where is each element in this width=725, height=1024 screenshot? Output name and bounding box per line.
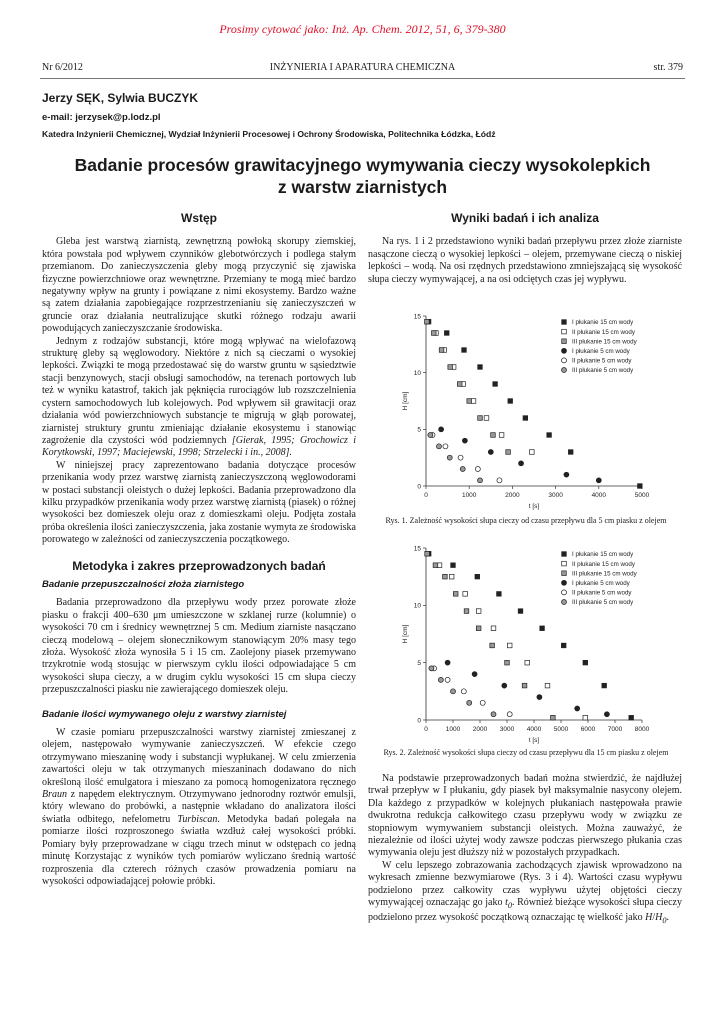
methods-p2-c: . Metodyka badań polegała na pomiarze ilości rozproszonego światła wzdłuż całej wysokości próbki. Pomiary były przeprowadzane w ciągu trzech minut w odstępach co jedną minutę Korzystając z wyników tych pomiarów wyliczano średnią wartość rozproszenia dla czterech różnych czasów prowadzenia pomiaru na wysokości odpowiadającej połowie próbki. xyxy=(42,813,357,887)
data-point xyxy=(564,472,569,477)
data-point xyxy=(508,399,513,404)
data-point xyxy=(439,348,444,353)
data-point xyxy=(478,478,483,483)
figure-1-caption: Rys. 1. Zależność wysokości słupa cieczy od czasu przepływu dla 5 cm piasku z olejem xyxy=(385,516,667,525)
data-point xyxy=(467,700,472,705)
data-point xyxy=(522,683,527,688)
x-tick-label: 8000 xyxy=(634,726,650,733)
data-point xyxy=(451,689,456,694)
data-point xyxy=(443,444,448,449)
h0-symbol: H xyxy=(655,912,663,924)
citation-note: Prosimy cytować jako: Inż. Ap. Chem. 2012, 51, 6, 379-380 xyxy=(219,22,506,36)
data-point xyxy=(443,574,448,579)
data-point xyxy=(436,444,441,449)
methods-paragraph-1 xyxy=(42,597,356,696)
data-point xyxy=(480,700,485,705)
legend-label: II płukanie 5 cm wody xyxy=(572,589,632,597)
data-point xyxy=(551,715,556,720)
header-rule xyxy=(40,78,685,79)
y-tick-label: 0 xyxy=(417,717,421,725)
data-point xyxy=(447,455,452,460)
x-tick-label: 7000 xyxy=(607,726,623,733)
data-point xyxy=(583,715,588,720)
y-tick-label: 5 xyxy=(417,659,421,667)
series-iii-plukanie-15-cm-wody xyxy=(425,551,555,720)
title-line-2: z warstw ziarnistych xyxy=(277,177,448,197)
legend xyxy=(562,551,638,606)
legend-label: II płukanie 15 cm wody xyxy=(572,560,635,568)
results-heading: Wyniki badań i ich analiza xyxy=(451,211,599,225)
methods-p1-a: Badania przeprowadzono dla przepływu wody przez porowate złoże piasku o frakcji 400–630 xyxy=(42,597,356,621)
y-tick-label: 0 xyxy=(417,483,421,491)
methods-heading: Metodyka i zakres przeprowadzonych badań xyxy=(72,558,326,573)
x-tick-label: 3000 xyxy=(499,726,515,733)
data-point xyxy=(530,450,535,455)
legend-label: III płukanie 15 cm wody xyxy=(572,338,637,346)
legend-label: I płukanie 5 cm wody xyxy=(572,580,630,587)
page-number: str. 379 xyxy=(653,62,683,73)
data-point xyxy=(475,574,480,579)
paper-title xyxy=(40,154,685,198)
turbiscan-term: Turbiscan xyxy=(177,813,218,825)
legend-marker-ii-plukanie-15-cm-wody xyxy=(562,329,567,334)
x-tick-label: 5000 xyxy=(634,492,650,499)
results-p3-b: . Również bieżące wysokości słupa cieczy podzielono przez wysokość początkową oznaczając tę wielkość jako xyxy=(368,897,682,924)
x-tick-label: 5000 xyxy=(553,726,569,733)
x-tick-label: 2000 xyxy=(472,726,488,733)
y-tick-label: 10 xyxy=(413,369,421,377)
data-point xyxy=(438,677,443,682)
legend-label: I płukanie 5 cm wody xyxy=(572,348,630,355)
x-tick-label: 3000 xyxy=(548,492,563,499)
x-tick-label: 2000 xyxy=(505,492,520,499)
legend-marker-ii-plukanie-5-cm-wody xyxy=(562,590,567,595)
y-tick-label: 5 xyxy=(417,426,421,434)
right-column-bottom xyxy=(368,773,682,928)
data-point xyxy=(429,666,434,671)
intro-heading: Wstęp xyxy=(181,211,217,225)
data-point xyxy=(457,382,462,387)
results-paragraph-3 xyxy=(368,860,682,928)
data-point xyxy=(476,626,481,631)
intro-references: [Gierak, 1995; Grochowicz i Korytkowski, 1997; Maciejewski, 1998; Strzelecki i in., 2008]. xyxy=(42,434,356,459)
data-point xyxy=(575,706,580,711)
data-point xyxy=(464,609,469,614)
data-point xyxy=(449,574,454,579)
h0-subscript: 0 xyxy=(662,916,667,926)
data-point xyxy=(476,609,481,614)
series-iii-plukanie-5-cm-wody xyxy=(428,433,483,483)
data-point xyxy=(428,433,433,438)
methods-p1-b: umieszczone w szklanej rurze (kolumnie) o wysokości 70 cm i średnicy wewnętrznej 5 cm. Medium ziarniste nasączano cieczą modelową – olejem słonecznikowym stanowiącym 20% masy tego złoża. Wysokość złoża wynosiła 5 i 15 cm. Zaolejony piasek przemywano trzykrotnie wodą stosując w pierwszym cyklu ilości odpowiadające 5 cm wysokości słupa cieczy, a w drugim cyklu wysokości 15 cm słupa cieczy przepuszczalności piasku nie zawierającego domieszek oleju. xyxy=(42,609,356,696)
legend-marker-iii-plukanie-15-cm-wody xyxy=(562,339,567,344)
figure-2-chart xyxy=(368,540,684,746)
data-point xyxy=(507,712,512,717)
results-p3-a: W celu lepszego zobrazowania zachodzących zjawisk wprowadzono na wykresach zmienne bezwymiarowe (Rys. 3 i 4). Wartości czasu wypływu podzielono przez całkowity czas wypływu użytej objętości cieczy wymywającej oznaczając go jako xyxy=(368,859,682,909)
data-point xyxy=(505,660,510,665)
series-ii-plukanie-15-cm-wody xyxy=(425,319,534,454)
y-axis-label: H [cm] xyxy=(402,624,409,644)
methods-p2-a: W czasie pomiaru przepuszczalności warstwy ziarnistej zmieszanej z olejem, następowało wymywanie zanieczyszczeń. W efekcie czego otrzymywano mieszaninę wody i substancji wypłukanej. W celu zmierzenia zawartości oleju w tak otrzymanych mieszaninach dodawano do nich określoną ilość emulgatora i mieszano za pomocą homogenizatora ręcznego xyxy=(42,727,356,788)
results-paragraph-1: Na rys. 1 i 2 przedstawiono wyniki badań przepływu przez złoże ziarniste nasączone cieczą o wysokiej lepkości – olejem, przemywane cieczą o niskiej lepkości – wodą. Na osi rzędnych przedstawiono zmniejszającą się wysokość słupa cieczy wymywającej, a na osi odciętych czas jej wypływu. xyxy=(368,236,682,285)
data-point xyxy=(545,683,550,688)
data-point xyxy=(561,643,566,648)
legend-marker-i-plukanie-15-cm-wody xyxy=(562,552,567,557)
issue-number: Nr 6/2012 xyxy=(42,62,83,73)
legend-label: I płukanie 15 cm wody xyxy=(572,319,634,327)
data-point xyxy=(478,416,483,421)
data-point xyxy=(537,695,542,700)
data-point xyxy=(445,677,450,682)
legend-label: I płukanie 15 cm wody xyxy=(572,551,634,559)
legend-marker-ii-plukanie-15-cm-wody xyxy=(562,561,567,566)
intro-paragraph-1: Gleba jest warstwą ziarnistą, zewnętrzną powłoką skorupy ziemskiej, która powstała pod wpływem czynników glebotwórczych i podlega stałym przemianom. Do zanieczyszczenia gleby mogą przyczynić się zjawiska fizyczne powierzchniowe oraz wewnętrzne. Przemiany te mogą mieć bardzo negatywny wpływ na grunty i powiązane z nimi ekosystemy. Bardzo ważne są zatem działania zapobiegające rozprzestrzenianiu się zanieczyszczeń w gruncie oraz działania neutralizujące skutki różnego rodzaju awarii powodujących zanieczyszczanie środowiska. xyxy=(42,236,356,335)
series-i-plukanie-5-cm-wody xyxy=(445,660,609,717)
data-point xyxy=(433,563,438,568)
data-point xyxy=(453,592,458,597)
legend-label: III płukanie 5 cm wody xyxy=(572,367,634,375)
data-point xyxy=(499,433,504,438)
x-tick-label: 4000 xyxy=(526,726,542,733)
y-tick-label: 15 xyxy=(413,545,421,553)
h-symbol: H xyxy=(645,912,653,924)
data-point xyxy=(490,643,495,648)
data-point xyxy=(506,450,511,455)
data-point xyxy=(463,592,468,597)
series-ii-plukanie-15-cm-wody xyxy=(425,551,587,720)
data-point xyxy=(448,365,453,370)
series-i-plukanie-5-cm-wody xyxy=(439,427,602,483)
legend-marker-iii-plukanie-5-cm-wody xyxy=(562,600,567,605)
legend-marker-i-plukanie-15-cm-wody xyxy=(562,320,567,325)
legend-label: III płukanie 15 cm wody xyxy=(572,570,637,578)
figure-2-caption: Rys. 2. Zależność wysokości słupa cieczy od czasu przepływu dla 15 cm piasku z olejem xyxy=(383,748,669,757)
figure-1-chart xyxy=(368,306,684,516)
legend-marker-i-plukanie-5-cm-wody xyxy=(562,348,567,353)
data-point xyxy=(502,683,507,688)
data-point xyxy=(444,331,449,336)
data-point xyxy=(471,399,476,404)
data-point xyxy=(602,683,607,688)
email[interactable]: e-mail: jerzysek@p.lodz.pl xyxy=(42,112,161,123)
data-point xyxy=(493,382,498,387)
data-point xyxy=(460,467,465,472)
legend-label: II płukanie 5 cm wody xyxy=(572,357,632,365)
data-point xyxy=(540,626,545,631)
slash-symbol: / xyxy=(652,912,656,924)
data-point xyxy=(488,450,493,455)
data-point xyxy=(491,433,496,438)
data-point xyxy=(458,455,463,460)
x-tick-label: 1000 xyxy=(445,726,461,733)
data-point xyxy=(491,712,496,717)
data-point xyxy=(462,438,467,443)
series-iii-plukanie-15-cm-wody xyxy=(425,319,511,454)
title-line-1: Badanie procesów grawitacyjnego wymywania cieczy wysokolepkich xyxy=(74,155,651,175)
data-point xyxy=(439,427,444,432)
data-point xyxy=(462,348,467,353)
data-point xyxy=(596,478,601,483)
t0-subscript: 0 xyxy=(507,901,513,911)
x-tick-label: 0 xyxy=(424,492,428,499)
data-point xyxy=(583,660,588,665)
x-tick-label: 1000 xyxy=(461,492,477,499)
data-point xyxy=(518,609,523,614)
methods-p2-b: z napędem elektrycznym. Otrzymywano jednorodny roztwór emulsji, który wlewano do probówki, a następnie wkładano do analizatora ilości światła odbitego, nefelometru xyxy=(42,789,356,825)
data-point xyxy=(523,416,528,421)
legend-marker-iii-plukanie-5-cm-wody xyxy=(562,368,567,373)
methods-subheading-1: Badanie przepuszczalności złoża ziarnistego xyxy=(42,578,245,590)
data-point xyxy=(431,331,436,336)
intro-paragraph-2 xyxy=(42,336,356,460)
y-axis-label: H [cm] xyxy=(402,391,409,411)
x-tick-label: 4000 xyxy=(591,492,607,499)
y-tick-label: 10 xyxy=(413,602,421,610)
braun-term: Braun xyxy=(42,789,67,801)
data-point xyxy=(525,660,530,665)
data-point xyxy=(507,643,512,648)
legend-marker-i-plukanie-5-cm-wody xyxy=(562,580,567,585)
data-point xyxy=(461,689,466,694)
right-column-top xyxy=(368,212,682,286)
data-point xyxy=(491,626,496,631)
data-point xyxy=(519,461,524,466)
data-point xyxy=(568,450,573,455)
data-point xyxy=(629,715,634,720)
data-point xyxy=(467,399,472,404)
data-point xyxy=(445,660,450,665)
data-point xyxy=(497,592,502,597)
data-point xyxy=(547,433,552,438)
t0-symbol: t xyxy=(505,897,508,909)
intro-paragraph-3: W niniejszej pracy zaprezentowano badania dotyczące procesów przenikania wody przez warstwę ziarnistą zanieczyszczoną węglowodorami w postaci substancji oleistych o dużej lepkości. Badania przeprowadzono dla kilku przypadków przenikania wody przez warstwę ziarnistą (piasek) o różnej wysokości bez domieszek oleju oraz z domieszkami oleju. Podjęta została próba określenia ilości zanieczyszczenia, jaka zostanie wymyta ze środowiska porowatego w zależności od zanieczyszczenia początkowego. xyxy=(42,459,356,546)
legend-label: II płukanie 15 cm wody xyxy=(572,328,635,336)
legend xyxy=(562,319,638,374)
affiliation: Katedra Inżynierii Chemicznej, Wydział Inżynierii Procesowej i Ochrony Środowiska, Politechnika Łódzka, Łódź xyxy=(42,129,496,139)
x-axis-label: t [s] xyxy=(528,737,540,744)
data-point xyxy=(472,672,477,677)
data-point xyxy=(478,365,483,370)
data-point xyxy=(638,484,643,489)
intro-paragraph-2-text: Jednym z rodzajów substancji, które mogą wpływać na wielofazową strukturę gleby są węglowodory. Niektóre z nich są cieczami o wysokiej lepkości. Związki te mogą przedostawać się do warstw gruntu w sąsiedztwie stacji benzynowych, stacji obsługi samochodów, na terenach portowych lub też w wyniku katastrof, takich jak pęknięcia rurociągów lub rozszczelnienia cystern samochodowych lub kolejowych. Pod wpływem sił grawitacji oraz działania wód powierzchniowych substancje te migrują w głąb porowatej, ziarnistej struktury gruntu zmieniając działanie ekosystemu i stanowiąc zagrożenie dla czystości wód podziemnych xyxy=(42,335,356,446)
data-point xyxy=(425,319,430,324)
legend-marker-iii-plukanie-15-cm-wody xyxy=(562,571,567,576)
data-point xyxy=(484,416,489,421)
results-paragraph-2: Na podstawie przeprowadzonych badań można stwierdzić, że najdłużej trwał przepływ w I płukaniu, gdy piasek był maksymalnie nasycony olejem. Dla każdego z przypadków w kolejnych płukaniach następowała prawie dwukrotna redukcja całkowitego czasu przepływu wody w związku ze stopniowym wymywaniem substancji oleistych. Można zauważyć, że niezależnie od ilości użytej wody zawsze podczas pierwszego płukania czas wymywania oleju jest dłuższy niż w pozostałych przypadkach. xyxy=(368,773,682,859)
authors: Jerzy SĘK, Sylwia BUCZYK xyxy=(42,91,199,105)
data-point xyxy=(497,478,502,483)
results-p3-end: . xyxy=(666,912,670,924)
data-point xyxy=(604,712,609,717)
y-tick-label: 15 xyxy=(413,313,421,321)
legend-marker-ii-plukanie-5-cm-wody xyxy=(562,358,567,363)
x-tick-label: 6000 xyxy=(580,726,596,733)
methods-paragraph-2 xyxy=(42,727,356,888)
x-tick-label: 0 xyxy=(424,726,428,733)
x-axis-label: t [s] xyxy=(528,503,540,510)
left-column xyxy=(42,212,356,888)
data-point xyxy=(475,467,480,472)
data-point xyxy=(425,551,430,556)
data-point xyxy=(451,563,456,568)
methods-p1-unit: μm xyxy=(153,609,167,621)
methods-subheading-2: Badanie ilości wymywanego oleju z warstwy ziarnistej xyxy=(42,708,287,720)
legend-label: III płukanie 5 cm wody xyxy=(572,599,634,607)
journal-name: INŻYNIERIA I APARATURA CHEMICZNA xyxy=(269,62,456,73)
